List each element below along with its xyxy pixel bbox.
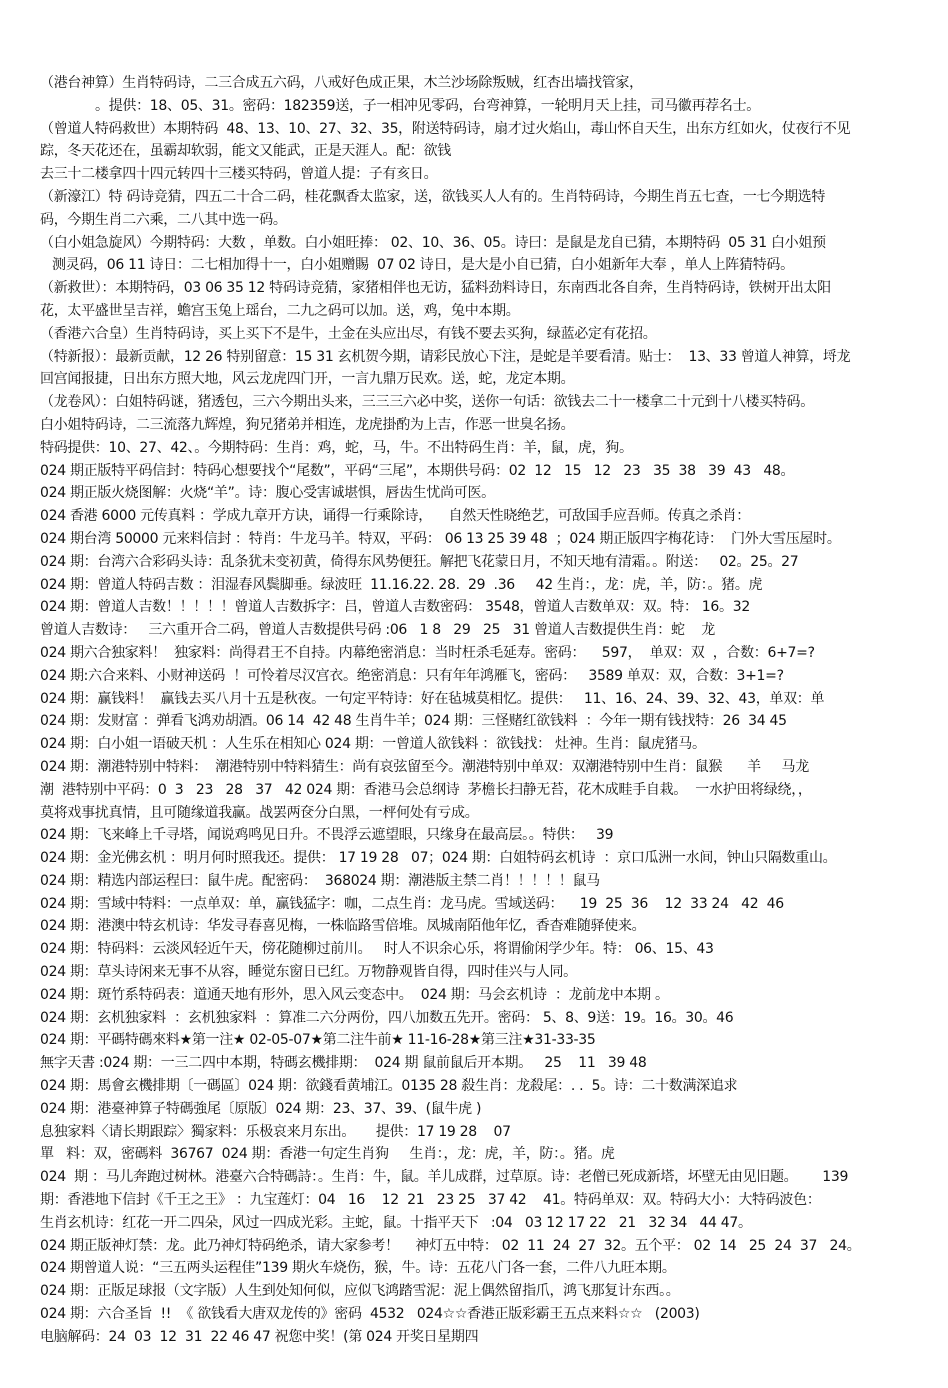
text-line: 024 期：斑竹系特码表：道通天地有形外，思入风云变态中。 024 期：马会玄机诗 ：龙前龙中本期 。 [40,986,669,1003]
text-line: 生肖玄机诗：红花一开二四朵，风过一四成光彩。主蛇，鼠。十指平天下 :04 03 12 17 22 21 32 34 44 47。 [40,1214,752,1231]
text-line: 024 期 ：马儿奔跑过树林。港臺六合特碼詩：。生肖：牛，鼠。羊儿成群，过草原。诗：老僧已死成新塔，坏壁无由见旧题。 139 [40,1169,849,1186]
text-line: （曾道人特码救世）本期特码 48、13、10、27、32、35，附送特码诗，扇才过火焰山，毒山怀自天生，出东方红如火，仗夜行不见 [40,120,851,137]
text-line: 024 期：潮港特别中特料： 潮港特别中特料猜生：尚有哀弦留至今。潮港特别中单双：双潮港特别中生肖：鼠猴 羊 马龙 [40,758,809,775]
text-line: （新濠江）特 码诗竞猜，四五二十合二码，桂花飘香太监家，送，欲钱买人人有的。生肖特码诗，今期生肖五七查，一七今期选特 [40,188,826,205]
text-line: 024 期：特码料：云淡风轻近午天，傍花随柳过前川。 时人不识余心乐，将谓偷闲学少年。特： 06、15、43 [40,941,714,958]
text-line: 白小姐特码诗，二三流落九辉煌，狗兄猪弟并相连，龙虎掛酌为上吉，作恶一世臭名扬。 [40,416,575,433]
text-line: 024 期正版火烧图解：火烧“羊”。诗：腹心受害诚堪惧，唇齿生忧尚可医。 [40,485,495,502]
text-line: 單 料：双，密碼料 36767 024 期：香港一句定生肖狗 生肖：，龙：虎，羊，防：。猪。虎 [40,1146,615,1163]
text-line: 024 期：港澳中特玄机诗：华发寻春喜见梅，一株临路雪倍堆。凤城南陌他年忆，香杳难随驿使来。 [40,918,646,935]
text-line: （新救世）：本期特码，03 06 35 12 特码诗竞猜，家猪相伴也无访，猛料劲料诗日，东南西北各自奔，生肖特码诗，铁树开出太阳 [40,280,831,297]
text-line: 024 期：港臺神算子特碼強尾〔原版〕024 期：23、37、39、(鼠牛虎 ) [40,1100,482,1117]
text-line: 024 期六合独家料！ 独家料：尚得君王不自持。内幕绝密消息：当时枉杀毛延寿。密码： 597， 单双：双 ，合数：6+7=? [40,644,815,661]
text-line: 024 期：正版足球报（文字版）人生到处知何似，应似飞鸿踏雪泥：泥上偶然留指爪，鸿飞那复计东西。。 [40,1283,680,1300]
text-line: 电脑解码：24 03 12 31 22 46 47 祝您中奖！(第 024 开奖日星期四 [40,1328,479,1345]
text-line: 024 期正版神灯禁：龙。此乃神灯特码绝杀，请大家参考！ 神灯五中特： 02 11 24 27 32。五个平： 02 14 25 24 37 24。 [40,1237,861,1254]
text-line: 去三十二楼拿四十四元转四十三楼买特码，曾道人提：子有亥日。 [40,166,438,183]
text-line: 莫将戏事扰真情，且可随缘道我赢。战罢两奁分白黑，一枰何处有亏成。 [40,804,479,821]
text-line: 024 期：雪域中特料：一点单双：单，赢钱猛字：咖，二点生肖：龙马虎。雪域送码： 19 25 36 12 33 24 42 46 [40,895,784,912]
text-line: 024 期：台湾六合彩码头诗：乱条犹未变初黄，倚得东风势便狂。解把飞花蒙日月，不知天地有清霜。。附送： 02。25。27 [40,553,799,570]
text-line: 024 期：发财富 ：弹看飞鸿劝胡酒。06 14 42 48 生肖牛羊；024 期：三怪赌红欲钱料 ：今年一期有钱找特：26 34 45 [40,713,787,730]
text-line: （特新报）：最新贡献，12 26 特别留意：15 31 玄机贺今期，请彩民放心下注，是蛇是羊要看清。贴士： 13、33 曾道人神算，埒龙 [40,348,851,365]
text-line: 特码提供：10、27、42、。今期特码：生肖：鸡，蛇，马，牛。不出特码生肖：羊，鼠，虎，狗。 [40,439,633,456]
text-line: 024 香港 6000 元传真料 ：学成九章开方诀，诵得一行乘除诗， 自然天性晓绝艺，可敌国手应吾师。传真之杀肖： [40,508,750,525]
text-line: 024 期：六合圣旨 !! 《 欲钱看大唐双龙传的》密码 4532 024☆☆香港正版彩霸王五点来料☆☆ (2003) [40,1306,700,1323]
text-line: 024 期：曾道人吉数！！！！！曾道人吉数拆字：吕，曾道人吉数密码： 3548，曾道人吉数单双：双。特： 16。32 [40,599,750,616]
text-line: 息独家料〈请长期跟踪〉獨家料：乐极哀来月东出。 提供：17 19 28 07 [40,1123,511,1140]
text-line: 024 期：金光佛玄机 ：明月何时照我还。提供： 17 19 28 07；024 期：白姐特码玄机诗 ：京口瓜洲一水间，钟山只隔数重山。 [40,850,837,867]
text-line: 024 期：草头诗闲来无事不从容，睡觉东窗日已红。万物静观皆自得，四时佳兴与人同。 [40,964,577,981]
text-line: 花，太平盛世呈吉祥，蟾宫玉兔上瑶台，二九之码可以加。送，鸡，兔中本期。 [40,302,520,319]
text-line: 024 期：飞来峰上千寻塔，闻说鸡鸣见日升。不畏浮云遮望眼，只缘身在最高层。。特供： 39 [40,827,614,844]
document-body [40,72,920,1349]
text-line: 潮 港特别中平码：0 3 23 28 37 42 024 期：香港马会总纲诗 茅檐长扫静无苔，花木成畦手自栽。 一水护田将绿绕，， [40,781,812,798]
text-line: 码，今期生肖二六乘，二八其中选一码。 [40,211,287,228]
text-line: 024 期：馬會玄機排期〔一碼區〕024 期：欲錢看黄埔江。0135 28 殺生肖：龙殺尾：. . 5。诗：二十数满深追求 [40,1078,738,1095]
text-line: 024 期：玄机独家料 ：玄机独家料 ：算准二六分两份，四八加数五先开。密码： 5、8、9送：19。16。30。46 [40,1009,734,1026]
text-line: 024 期：平碼特碼來料★第一注★ 02-05-07★第二注牛前★ 11-16-28★第三注★31-33-35 [40,1032,596,1049]
text-line: 無字天書 :024 期：一三二四中本期，特碼玄機排期： 024 期 鼠前鼠后开本期。 25 11 39 48 [40,1055,647,1072]
text-line: （白小姐急旋风）今期特码：大数 ，单数。白小姐旺捧： 02、10、36、05。诗曰：是鼠是龙自已猜，本期特码 05 31 白小姐预 [40,234,826,251]
text-line: 024 期:六合来料、小财神送码 ！可怜着尽汉宫衣。绝密消息：只有年年鸿雁飞，密码： 3589 单双：双，合数：3+1=? [40,667,784,684]
text-line: 024 期台湾 50000 元来料信封 ：特肖：牛龙马羊。特双，平码： 06 13 25 39 48 ；024 期正版四字梅花诗： 门外大雪压屋时。 [40,530,841,547]
text-line: 曾道人吉数诗： 三六重开合二码，曾道人吉数提供号码 :06 1 8 29 25 31 曾道人吉数提供生肖：蛇 龙 [40,622,715,639]
text-line: 024 期：精选内部运程曰：鼠牛虎。配密码： 368024 期：潮港版主禁二肖！！！！！鼠马 [40,872,600,889]
text-line: 期：香港地下信封《千王之王》 ：九宝莲灯：04 16 12 21 23 25 37 42 41。特码单双：双。特码大小：大特码波色： [40,1192,821,1209]
text-line: 回宫闻报捷，日出东方照大地，风云龙虎四门开，一言九鼎万民欢。送，蛇，龙定本期。 [40,371,575,388]
text-line: 024 期正版特平码信封：特码心想要找个“尾数”，平码“三尾”，本期供号码：02 12 15 12 23 35 38 39 43 48。 [40,462,795,479]
text-line: 踪，冬天花还在，虽霸却软弱，能文又能武，正是天涯人。配：欲钱 [40,143,451,160]
text-line: 测灵码，06 11 诗日：二七相加得十一，白小姐赠賜 07 02 诗日，是大是小自已猜，白小姐新年大奉 ，单人上阵猜特码。 [52,257,794,274]
text-line: 024 期：白小姐一语破天机 ：人生乐在相知心 024 期：一曾道人欲钱料 ：欲钱找： 灶神。生肖：鼠虎猪马。 [40,736,706,753]
text-line: （港台神算）生肖特码诗，二三合成五六码，八戒好色成正果，木兰沙场除叛贼，红杏出墙找管家， [40,75,643,91]
text-line: 024 期：曾道人特码吉数 ：泪湿春风鬓脚垂。绿波旺 11.16.22. 28. 29 .36 42 生肖：，龙：虎，羊，防：。猪。虎 [40,576,763,593]
text-line: 024 期：赢钱料！ 赢钱去买八月十五是秋夜。一句定平特诗：好在毡城莫相忆。提供： 11、16、24、39、32、43，单双：单 [40,690,825,707]
text-line: （香港六合皇）生肖特码诗，买上买下不是牛，土金在头应出尽，有钱不要去买狗，绿蓝必定有花招。 [40,325,657,342]
text-line: （龙卷风）：白姐特码谜，猪透包，三六今期出头来，三三三六必中奖，送你一句话：欲钱去二十一楼拿二十元到十八楼买特码。 [40,394,814,411]
text-line: 。提供：18、05、31。密码：182359送，子一相冲见零码，台弯神算，一轮明月天上挂，司马徽再荐名士。 [95,97,760,114]
text-line: 024 期曾道人说：“三五两头运程佳”139 期火车烧伤，猴，牛。诗：五花八门各一套，二件八九旺本期。 [40,1260,676,1277]
